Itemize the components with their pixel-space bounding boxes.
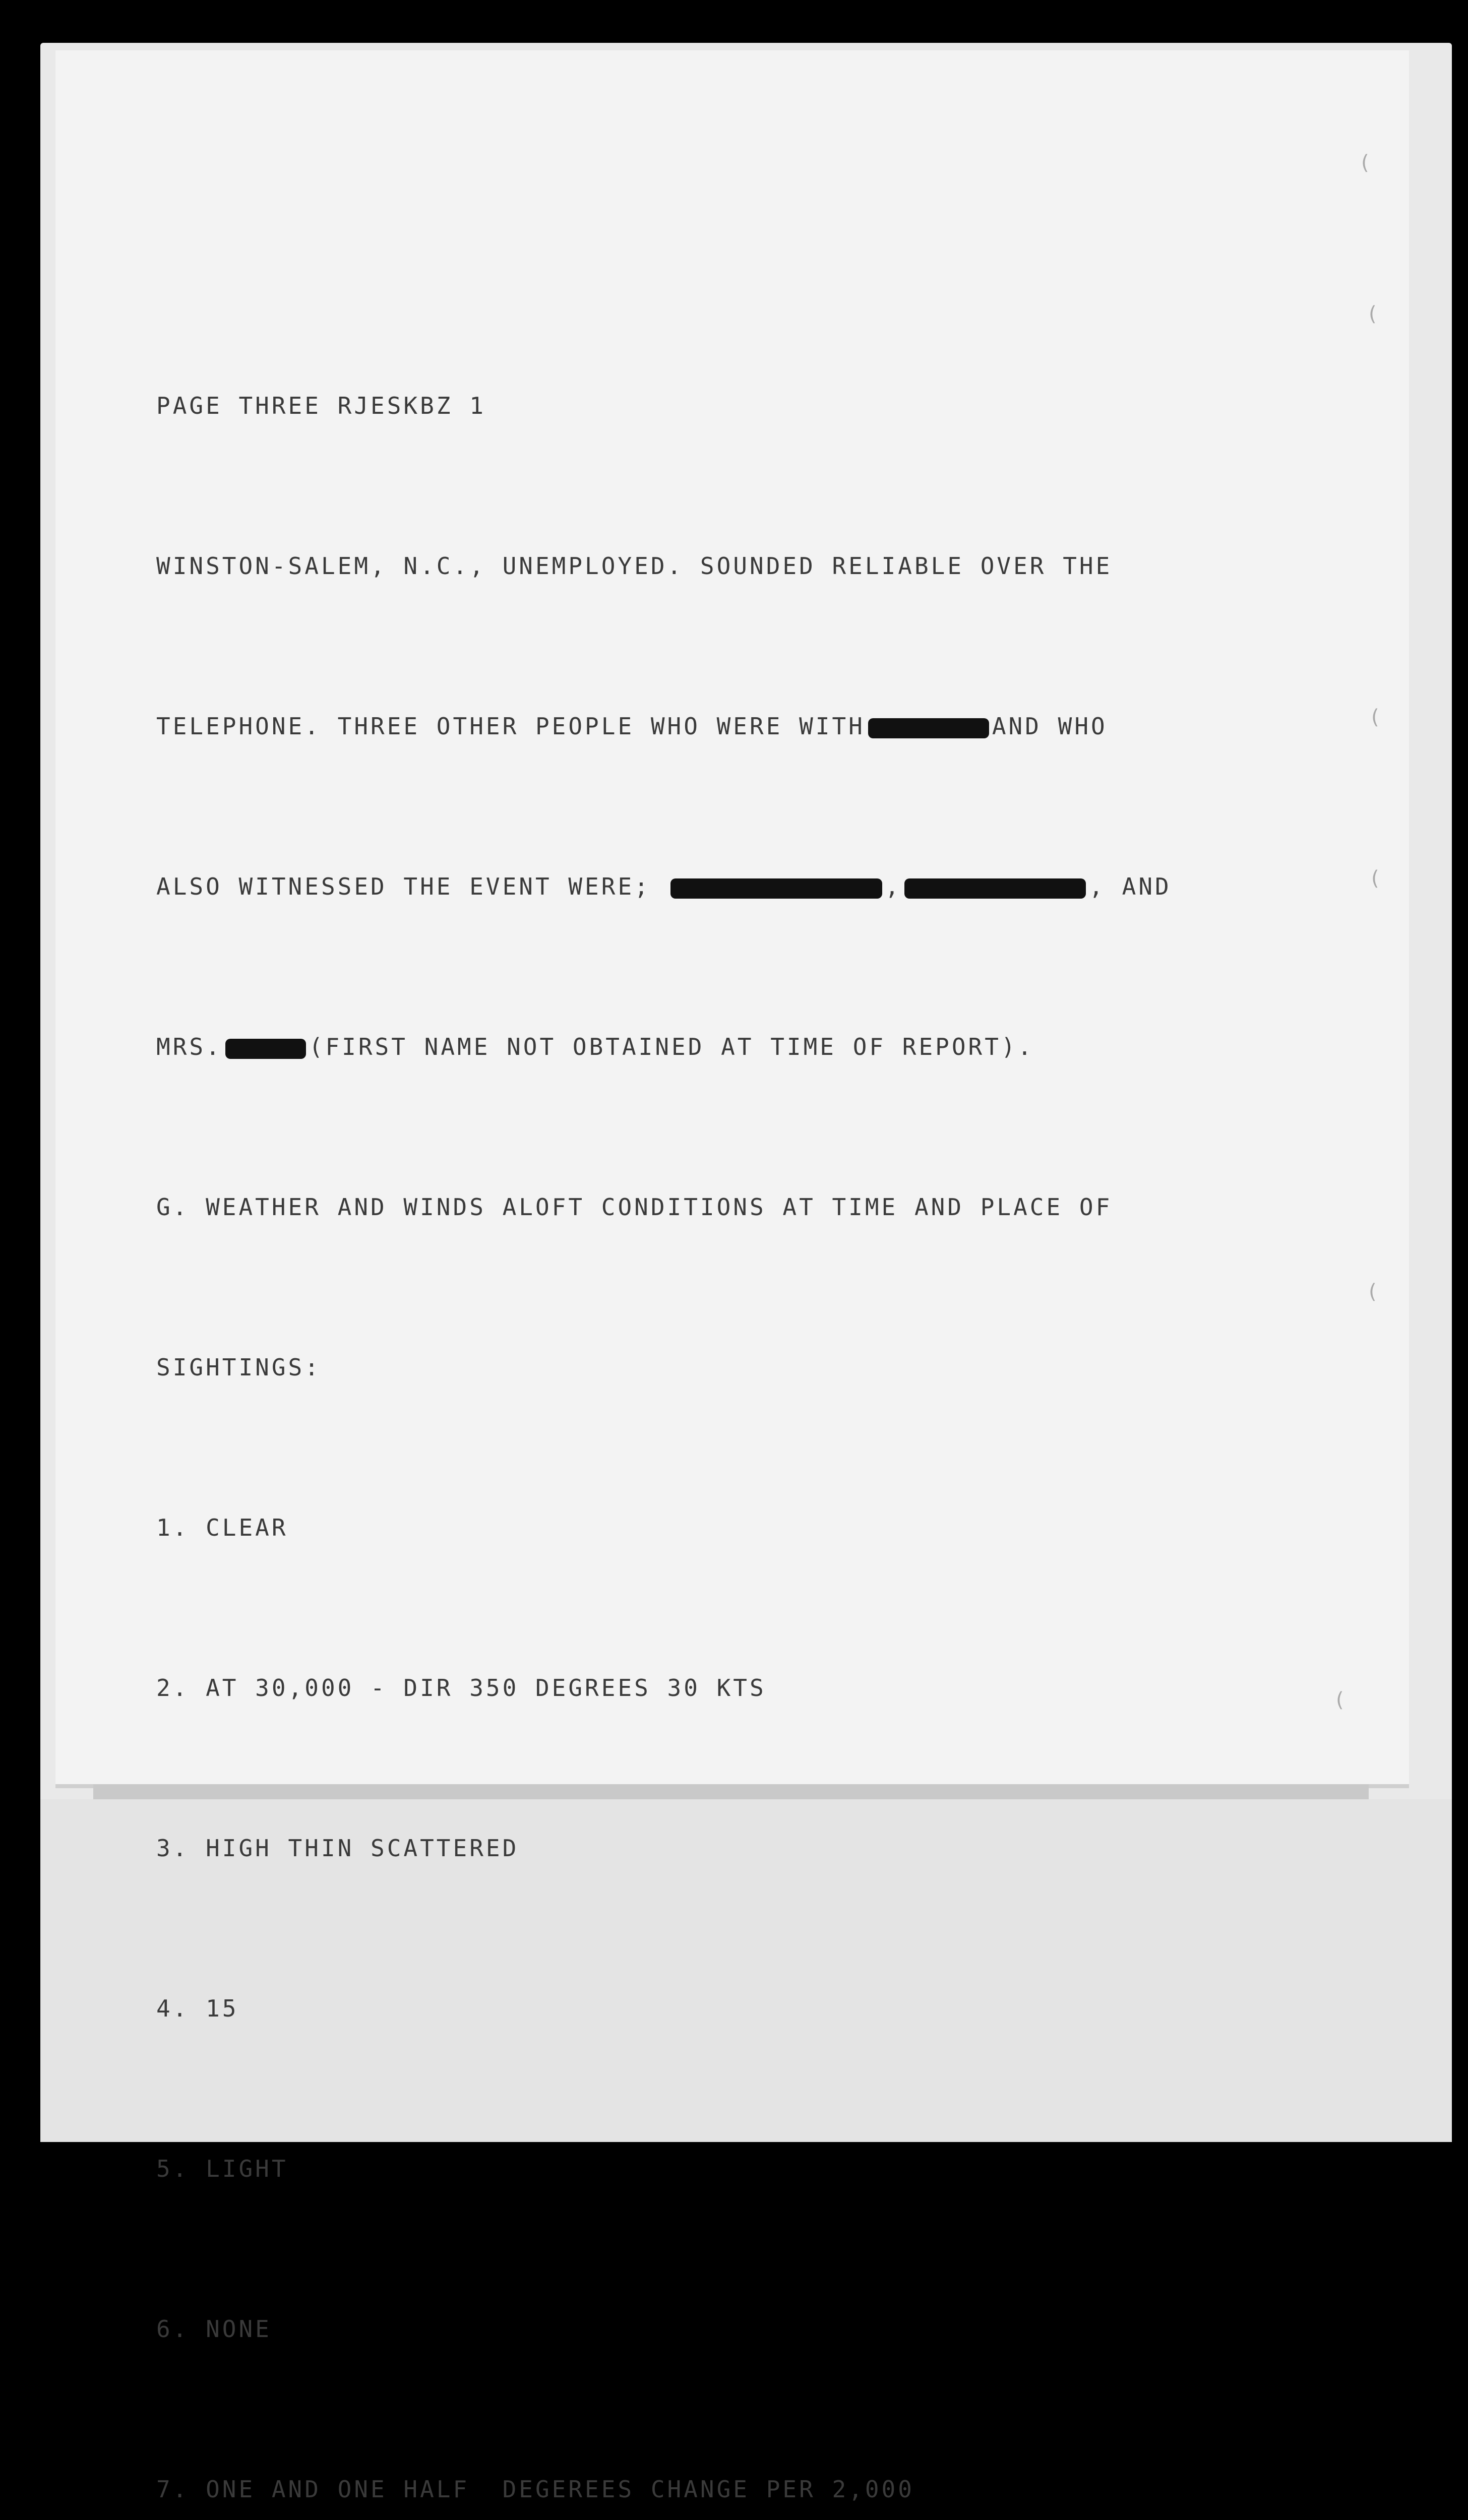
text-segment: AND WHO <box>992 713 1108 740</box>
text-line: SIGHTINGS: <box>156 1354 321 1381</box>
text-segment: (FIRST NAME NOT OBTAINED AT TIME OF REPORT). <box>309 1033 1034 1060</box>
text-line: WINSTON-SALEM, N.C., UNEMPLOYED. SOUNDED RELIABLE OVER THE <box>156 552 1113 580</box>
margin-mark: ( <box>1371 867 1379 890</box>
redaction-mark <box>225 1039 306 1059</box>
text-segment: , <box>885 873 902 900</box>
margin-mark: ( <box>1369 1280 1377 1303</box>
margin-mark: ( <box>1369 302 1377 326</box>
redaction-mark <box>904 878 1086 899</box>
redaction-mark <box>670 878 882 899</box>
list-item: 5. LIGHT <box>156 2155 288 2182</box>
list-item: 1. CLEAR <box>156 1514 288 1541</box>
list-item: 7. ONE AND ONE HALF DEGEREES CHANGE PER 2,000 <box>156 2476 914 2503</box>
document-body <box>156 272 1265 2520</box>
text-line: G. WEATHER AND WINDS ALOFT CONDITIONS AT TIME AND PLACE OF <box>156 1193 1113 1221</box>
text-line <box>156 860 1265 913</box>
margin-mark: ( <box>1336 1688 1344 1712</box>
text-segment: TELEPHONE. THREE OTHER PEOPLE WHO WERE WITH <box>156 713 865 740</box>
list-item: 3. HIGH THIN SCATTERED <box>156 1835 519 1862</box>
redaction-mark <box>868 718 989 738</box>
list-item: 2. AT 30,000 - DIR 350 DEGREES 30 KTS <box>156 1674 766 1702</box>
text-segment: , AND <box>1089 873 1172 900</box>
text-line <box>156 700 1265 753</box>
page-header: PAGE THREE RJESKBZ 1 <box>156 392 486 419</box>
text-segment: ALSO WITNESSED THE EVENT WERE; <box>156 873 651 900</box>
margin-mark: ( <box>1371 706 1379 729</box>
list-item: 4. 15 <box>156 1995 239 2022</box>
margin-mark: ( <box>1361 151 1369 174</box>
text-line <box>156 1020 1265 1074</box>
list-item: 6. NONE <box>156 2315 272 2343</box>
text-segment: MRS. <box>156 1033 222 1060</box>
